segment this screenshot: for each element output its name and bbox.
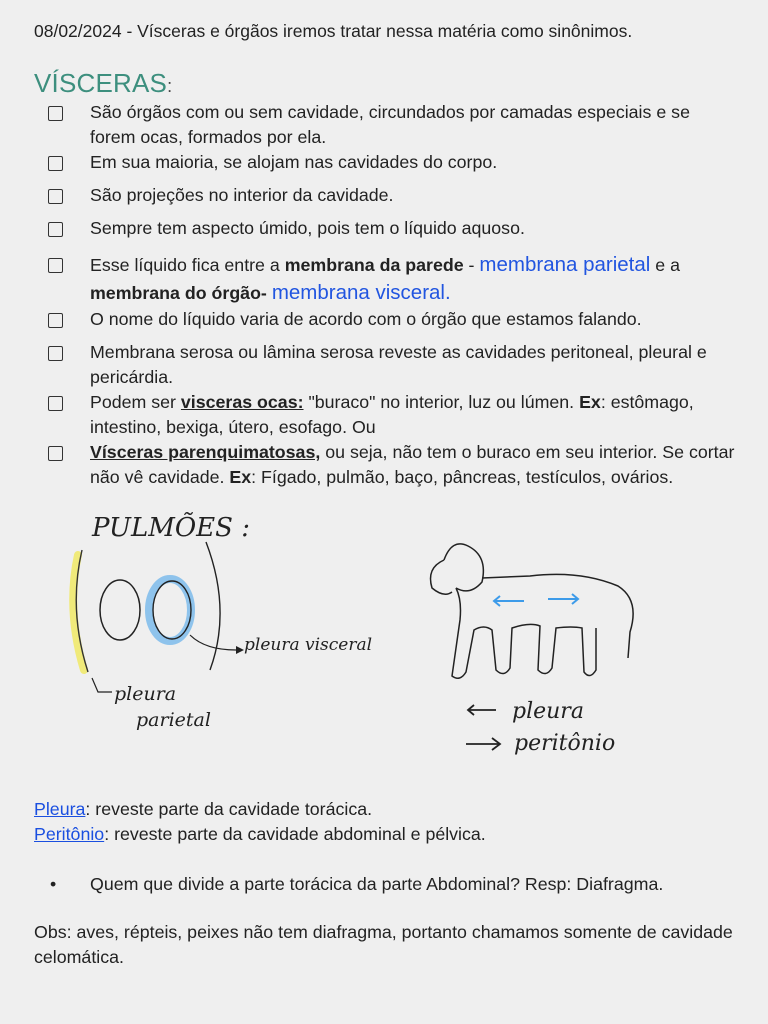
blue-term: membrana parietal	[479, 253, 651, 276]
item-text: Membrana serosa ou lâmina serosa reveste as cavidades peritoneal, pleural e pericárdia.	[90, 342, 707, 387]
pleura-link[interactable]: Pleura	[34, 799, 86, 819]
pleura-definition: : reveste parte da cavidade torácica.	[85, 799, 373, 819]
item-text: Esse líquido fica entre a	[90, 255, 285, 275]
label-parietal-2: parietal	[136, 709, 211, 731]
definition-peritonio	[34, 822, 486, 847]
checkbox[interactable]	[48, 446, 63, 461]
handwritten-drawing	[0, 500, 768, 770]
peritonio-link[interactable]: Peritônio	[34, 824, 105, 844]
checkbox[interactable]	[48, 106, 63, 121]
right-lung	[153, 581, 191, 639]
checklist-item	[46, 150, 736, 175]
checklist	[46, 100, 736, 490]
drawing-legend	[466, 699, 615, 756]
outer-bracket	[206, 542, 220, 670]
bold-term: Ex	[229, 467, 252, 487]
label-parietal-1: pleura	[114, 683, 177, 705]
bold-term: membrana da parede	[284, 255, 464, 275]
checklist-item	[46, 340, 736, 390]
checklist-item	[46, 183, 736, 208]
item-text: Sempre tem aspecto úmido, pois tem o líquido aquoso.	[90, 218, 525, 238]
checkbox[interactable]	[48, 258, 63, 273]
item-text: : estômago, intestino, bexiga, útero, esofago. Ou	[90, 392, 694, 437]
bold-term: membrana do órgão-	[90, 283, 267, 303]
checkbox[interactable]	[48, 396, 63, 411]
checkbox[interactable]	[48, 156, 63, 171]
section-title	[34, 68, 172, 99]
item-text: O nome do líquido varia de acordo com o órgão que estamos falando.	[90, 309, 642, 329]
bullet-dot: •	[50, 874, 57, 894]
checkbox[interactable]	[48, 313, 63, 328]
item-text: : Fígado, pulmão, baço, pâncreas, testículos, ovários.	[251, 467, 674, 487]
blue-arrows	[494, 594, 578, 606]
peritonio-definition: : reveste parte da cavidade abdominal e pélvica.	[104, 824, 486, 844]
section-title-colon: :	[167, 76, 173, 96]
item-text: -	[463, 255, 480, 275]
bold-term: Ex	[579, 392, 601, 412]
bold-term: visceras ocas:	[180, 392, 304, 412]
checklist-item	[46, 440, 736, 490]
item-text: Podem ser	[90, 392, 181, 412]
item-text: "buraco" no interior, luz ou lúmen.	[303, 392, 580, 412]
definitions	[34, 797, 486, 847]
checklist-item	[46, 307, 736, 332]
checklist-item	[46, 390, 736, 440]
label-visceral: pleura visceral	[244, 635, 373, 655]
item-text: ou seja, não tem o buraco em seu interior. Se cortar não vê cavidade.	[90, 442, 735, 487]
legend-peritonio: peritônio	[514, 731, 616, 756]
item-text: São órgãos com ou sem cavidade, circundados por camadas especiais e se forem ocas, formados por ela.	[90, 102, 690, 147]
definition-pleura	[34, 797, 486, 822]
question-bullet	[50, 872, 663, 897]
checkbox[interactable]	[48, 346, 63, 361]
checkbox[interactable]	[48, 222, 63, 237]
checkbox[interactable]	[48, 189, 63, 204]
date-header: 08/02/2024 - Vísceras e órgãos iremos tratar nessa matéria como sinônimos.	[34, 21, 633, 41]
left-lung	[100, 580, 140, 640]
question-text: Quem que divide a parte torácica da parte Abdominal? Resp: Diafragma.	[90, 874, 664, 894]
item-text: São projeções no interior da cavidade.	[90, 185, 394, 205]
bold-term: Vísceras parenquimatosas,	[90, 442, 321, 462]
blue-term: membrana visceral.	[271, 281, 451, 304]
legend-pleura: pleura	[512, 699, 584, 724]
item-text: e a	[650, 255, 680, 275]
observation-note: Obs: aves, répteis, peixes não tem diafragma, portanto chamamos somente de cavidade celomática.	[34, 922, 733, 967]
checklist-item	[46, 100, 736, 150]
dog-drawing	[431, 544, 634, 678]
visceral-pointer	[190, 635, 236, 650]
section-title-text: VÍSCERAS	[34, 68, 168, 98]
parietal-pointer	[92, 678, 112, 692]
arrowhead-icon	[236, 646, 244, 654]
checklist-item	[46, 216, 736, 241]
checklist-item	[46, 251, 736, 307]
lungs-title: PULMÕES :	[92, 513, 250, 543]
item-text: Em sua maioria, se alojam nas cavidades do corpo.	[90, 152, 498, 172]
